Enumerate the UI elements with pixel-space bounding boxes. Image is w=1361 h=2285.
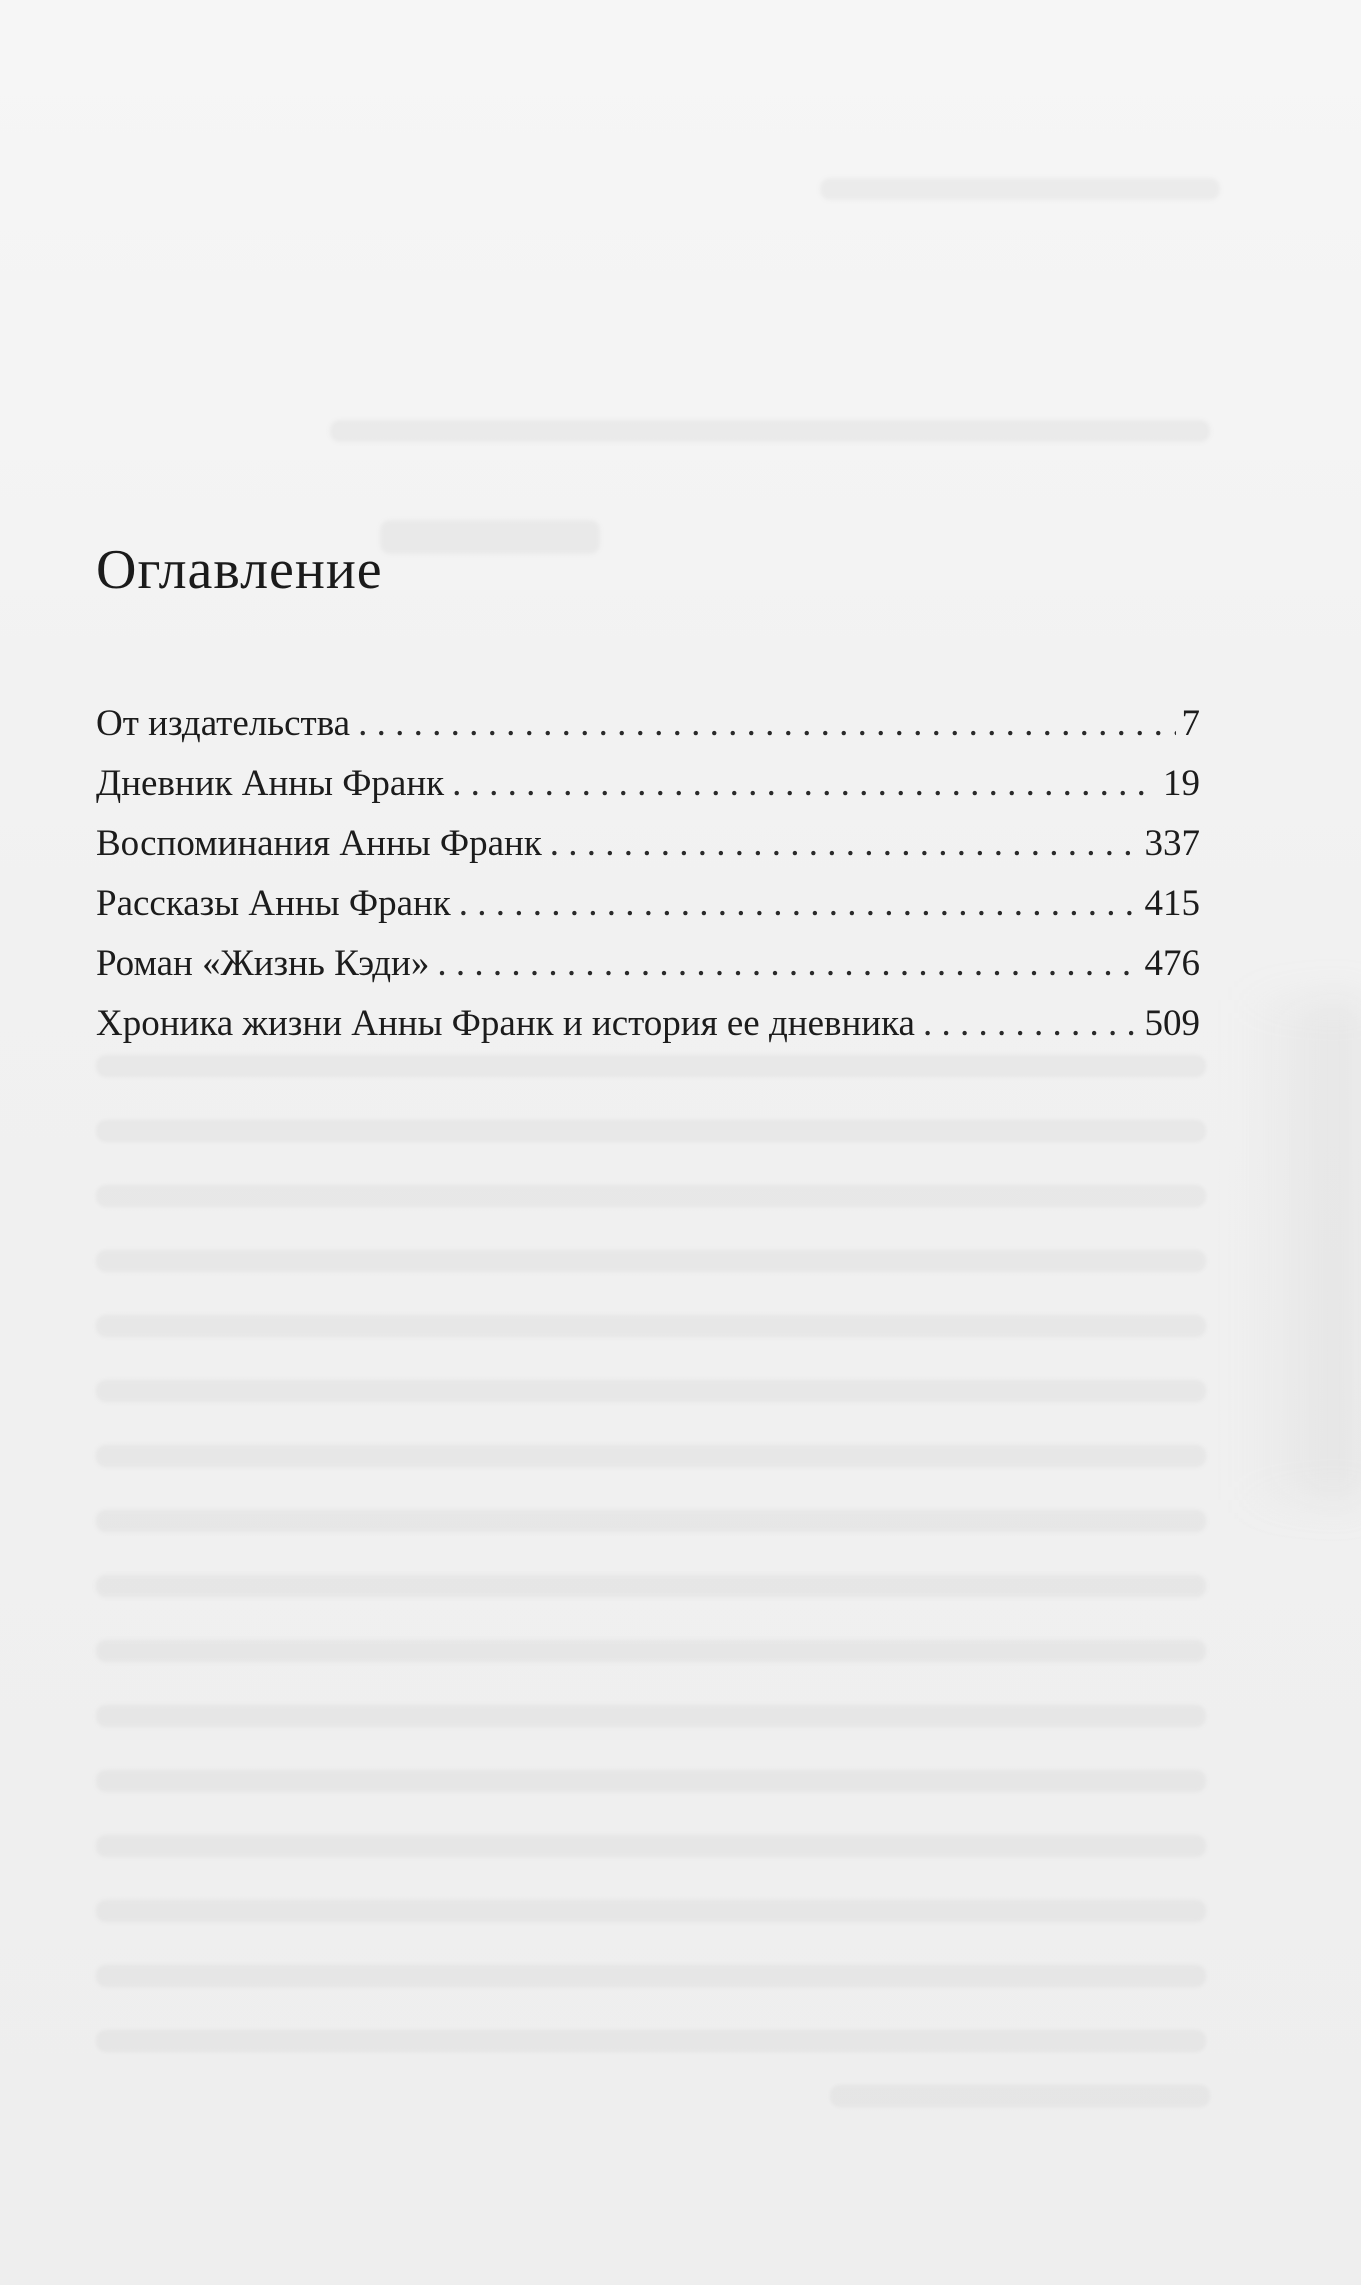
toc-entry bbox=[96, 754, 1200, 814]
toc-entry bbox=[96, 694, 1200, 754]
show-through-line bbox=[96, 1120, 1206, 1142]
show-through-line bbox=[96, 1770, 1206, 1792]
toc-entry bbox=[96, 934, 1200, 994]
show-through-line bbox=[96, 1900, 1206, 1922]
show-through-line bbox=[96, 1510, 1206, 1532]
toc-entry-page: 509 bbox=[1144, 1003, 1200, 1044]
show-through-line bbox=[96, 2030, 1206, 2052]
toc-entry-title: Воспоминания Анны Франк bbox=[96, 823, 542, 864]
toc-entry-title: Рассказы Анны Франк bbox=[96, 883, 451, 924]
show-through-line bbox=[96, 1705, 1206, 1727]
toc-entry-title: Дневник Анны Франк bbox=[96, 763, 445, 804]
show-through-line bbox=[96, 1250, 1206, 1272]
toc-entry-page: 415 bbox=[1144, 883, 1200, 924]
show-through-line bbox=[96, 1445, 1206, 1467]
toc-entry-page: 7 bbox=[1181, 703, 1200, 744]
show-through-line bbox=[330, 420, 1210, 442]
toc-entry-title: От издательства bbox=[96, 703, 351, 744]
show-through-line bbox=[96, 1835, 1206, 1857]
toc-leader-dots bbox=[923, 994, 1139, 1054]
page-edge-shadow bbox=[1241, 1000, 1361, 1500]
show-through-line bbox=[96, 1640, 1206, 1662]
toc-entry-page: 19 bbox=[1163, 763, 1200, 804]
toc-leader-dots bbox=[437, 934, 1138, 994]
show-through-line bbox=[380, 520, 600, 554]
show-through-line bbox=[820, 178, 1220, 200]
toc-entry-title: Хроника жизни Анны Франк и история ее дневника bbox=[96, 1003, 915, 1044]
toc-entry bbox=[96, 814, 1200, 874]
show-through-line bbox=[830, 2085, 1210, 2107]
page-title: Оглавление bbox=[96, 538, 383, 601]
toc-leader-dots bbox=[459, 874, 1139, 934]
toc-entry-title: Роман «Жизнь Кэди» bbox=[96, 943, 430, 984]
toc-entry bbox=[96, 994, 1200, 1054]
show-through-line bbox=[96, 1185, 1206, 1207]
toc-leader-dots bbox=[550, 814, 1139, 874]
show-through-line bbox=[96, 1315, 1206, 1337]
toc-leader-dots bbox=[358, 694, 1175, 754]
toc-entry-page: 337 bbox=[1144, 823, 1200, 864]
show-through-line bbox=[96, 1380, 1206, 1402]
show-through-line bbox=[96, 1965, 1206, 1987]
toc-entry-page: 476 bbox=[1144, 943, 1200, 984]
show-through-line bbox=[96, 1055, 1206, 1077]
show-through-line bbox=[96, 1575, 1206, 1597]
toc-leader-dots bbox=[452, 754, 1157, 814]
table-of-contents bbox=[96, 694, 1200, 1054]
toc-entry bbox=[96, 874, 1200, 934]
